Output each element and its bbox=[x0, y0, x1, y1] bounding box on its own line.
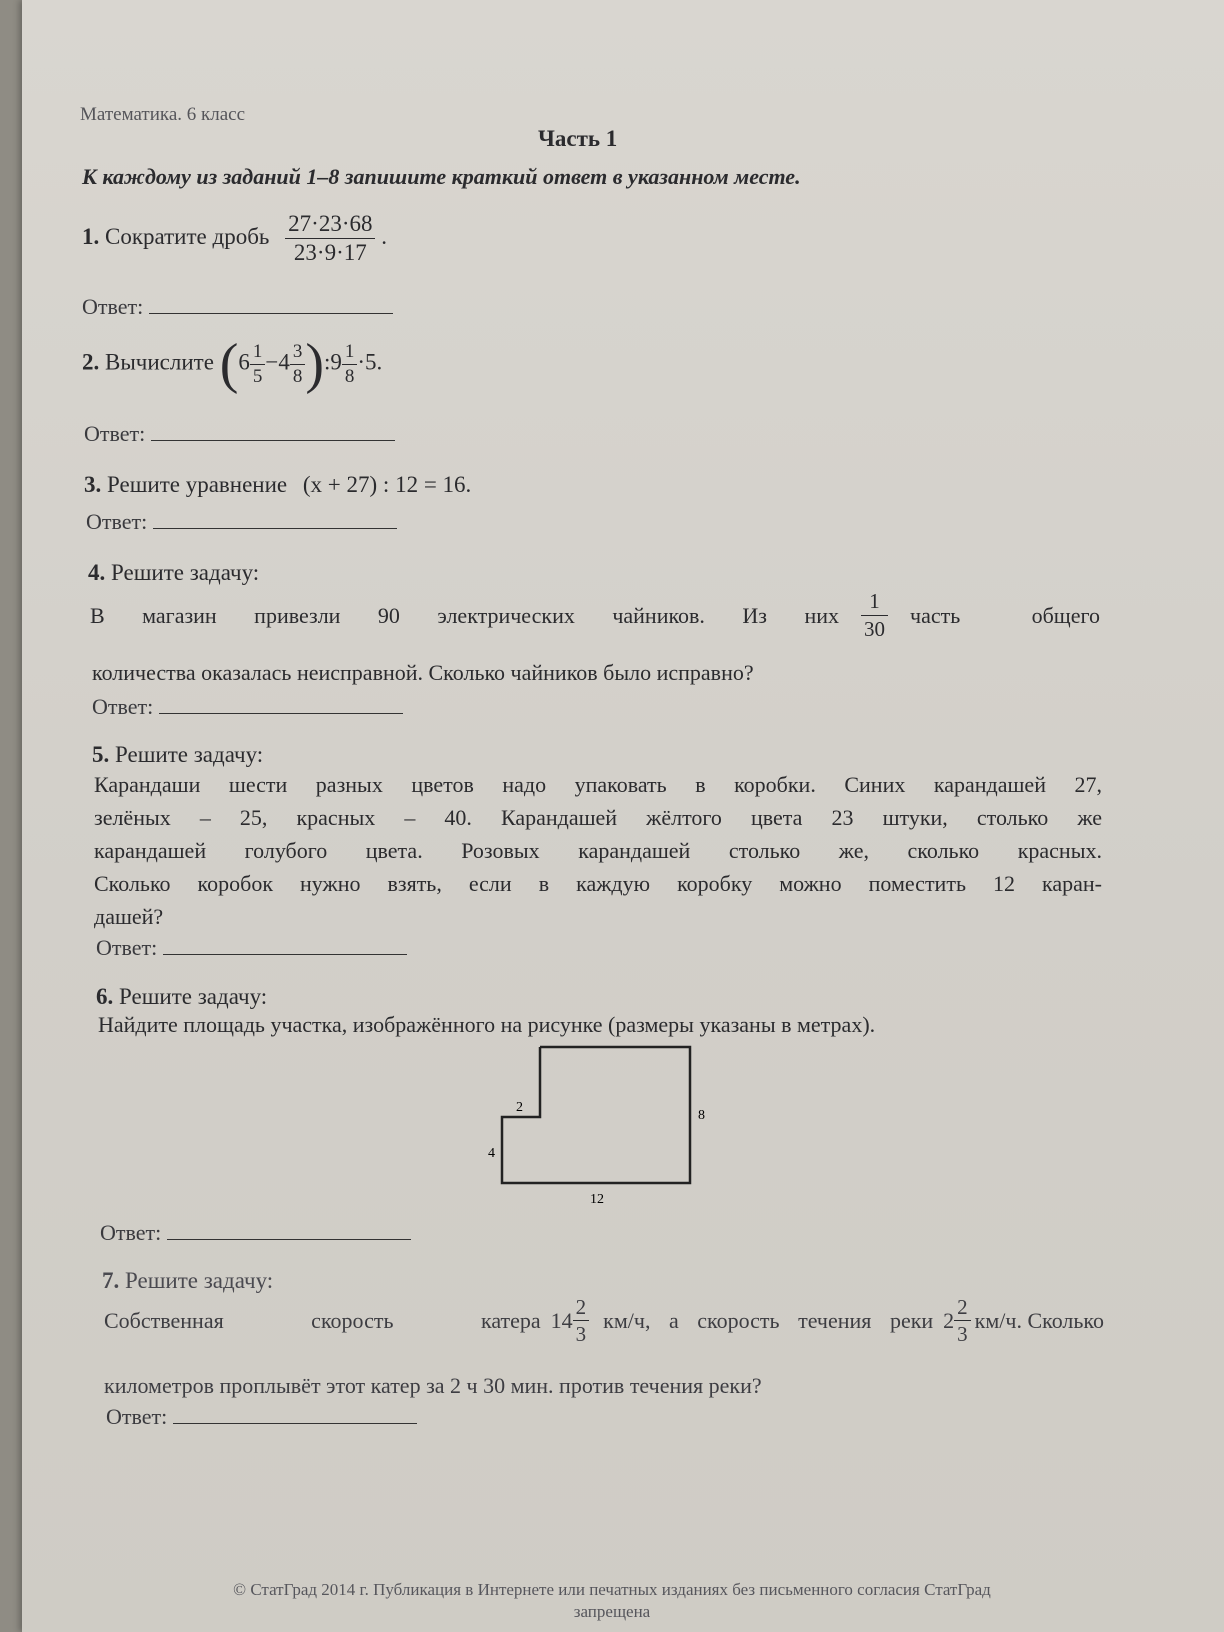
answer-label: Ответ: bbox=[84, 421, 146, 446]
task-text: часть общего bbox=[910, 602, 1100, 628]
task-number: 6. bbox=[96, 984, 114, 1009]
fraction-denominator: 30 bbox=[864, 617, 885, 642]
mixed-whole: 14 bbox=[550, 1308, 573, 1334]
task-text: Сколько коробок нужно взять, если в каждую коробку можно поместить 12 каран- bbox=[94, 871, 1102, 896]
task-text: Найдите площадь участка, изображённого на рисунке (размеры указаны в метрах). bbox=[98, 1012, 876, 1037]
answer-label: Ответ: bbox=[100, 1220, 162, 1245]
task-prompt: Решите задачу: bbox=[115, 742, 264, 767]
left-paren: ( bbox=[219, 333, 239, 395]
fraction bbox=[573, 1296, 590, 1345]
fraction-denominator: 8 bbox=[344, 365, 355, 387]
task-text: Карандаши шести разных цветов надо упаковать в коробки. Синих карандашей 27, bbox=[94, 772, 1102, 797]
fraction-numerator: 2 bbox=[573, 1296, 590, 1321]
fraction-denominator: 3 bbox=[957, 1322, 968, 1347]
expression-tail: ·5. bbox=[357, 349, 383, 375]
task-5 bbox=[92, 742, 263, 768]
instructions: К каждому из заданий 1–8 запишите краткий ответ в указанном месте. bbox=[82, 164, 801, 189]
fraction-numerator: 3 bbox=[290, 342, 306, 365]
fraction bbox=[861, 590, 888, 640]
plot-outline bbox=[502, 1047, 690, 1183]
answer-field-3[interactable] bbox=[153, 512, 397, 529]
fraction-denominator: 8 bbox=[292, 365, 303, 387]
task-6 bbox=[96, 984, 267, 1010]
task-number: 2. bbox=[82, 349, 100, 375]
mixed-whole: 2 bbox=[943, 1308, 955, 1334]
answer-label: Ответ: bbox=[82, 294, 144, 319]
answer-label: Ответ: bbox=[106, 1404, 168, 1429]
answer-7 bbox=[106, 1404, 417, 1430]
fraction-numerator: 1 bbox=[861, 590, 888, 616]
task-number: 7. bbox=[102, 1268, 120, 1293]
task-7-line-1 bbox=[104, 1296, 1104, 1345]
task-text: Собственная скорость катера bbox=[104, 1308, 541, 1334]
task-text: км/ч, а скорость течения реки bbox=[603, 1308, 934, 1334]
answer-1 bbox=[82, 294, 393, 320]
task-prompt: Сократите дробь bbox=[105, 223, 270, 249]
answer-field-4[interactable] bbox=[159, 697, 403, 714]
answer-field-1[interactable] bbox=[149, 297, 393, 314]
fraction bbox=[250, 342, 266, 387]
fraction-numerator: 27·23·68 bbox=[285, 212, 375, 239]
task-number: 3. bbox=[84, 472, 102, 497]
answer-6 bbox=[100, 1220, 411, 1246]
right-paren: ) bbox=[305, 333, 324, 395]
equation: (x + 27) : 12 = 16. bbox=[302, 472, 472, 497]
copyright-footer-line-2: запрещена bbox=[573, 1602, 651, 1621]
fraction-numerator: 2 bbox=[954, 1296, 971, 1321]
answer-label: Ответ: bbox=[86, 509, 148, 534]
answer-4 bbox=[92, 694, 403, 720]
task-prompt: Вычислите bbox=[105, 349, 214, 375]
fraction-denominator: 5 bbox=[252, 365, 263, 387]
mixed-whole: 9 bbox=[330, 349, 342, 375]
mixed-whole: 4 bbox=[278, 349, 290, 375]
task-prompt: Решите уравнение bbox=[107, 472, 288, 497]
fraction bbox=[290, 342, 306, 387]
task-text: километров проплывёт этот катер за 2 ч 30 мин. против течения реки? bbox=[104, 1373, 762, 1398]
task-prompt: Решите задачу: bbox=[111, 560, 260, 585]
task-text: км/ч. Сколько bbox=[974, 1308, 1104, 1334]
fraction bbox=[285, 212, 375, 265]
task-number: 5. bbox=[92, 742, 110, 767]
task-text: количества оказалась неисправной. Сколько чайников было исправно? bbox=[92, 660, 754, 685]
fraction-numerator: 1 bbox=[250, 342, 266, 365]
answer-3 bbox=[86, 509, 397, 535]
answer-field-6[interactable] bbox=[167, 1223, 411, 1240]
plot-figure bbox=[480, 1035, 730, 1210]
operator: : bbox=[323, 349, 331, 375]
answer-field-7[interactable] bbox=[173, 1407, 417, 1424]
label-left: 4 bbox=[488, 1146, 495, 1161]
answer-2 bbox=[84, 421, 395, 447]
task-number: 1. bbox=[82, 223, 100, 249]
copyright-footer: © СтатГрад 2014 г. Публикация в Интернете или печатных изданиях без письменного согласия СтатГрад bbox=[233, 1580, 991, 1599]
task-4 bbox=[88, 560, 259, 586]
fraction bbox=[342, 342, 358, 387]
task-text: карандашей голубого цвета. Розовых карандашей столько же, сколько красных. bbox=[94, 838, 1102, 863]
punctuation: . bbox=[381, 223, 387, 249]
task-number: 4. bbox=[88, 560, 106, 585]
answer-label: Ответ: bbox=[92, 694, 154, 719]
fraction bbox=[954, 1296, 971, 1345]
fraction-denominator: 23·9·17 bbox=[293, 240, 367, 266]
operator: − bbox=[265, 349, 279, 375]
fraction-denominator: 3 bbox=[575, 1322, 587, 1347]
task-4-line-1 bbox=[90, 590, 1100, 640]
task-7 bbox=[102, 1268, 273, 1294]
mixed-whole: 6 bbox=[238, 349, 250, 375]
answer-field-5[interactable] bbox=[163, 938, 407, 955]
task-1 bbox=[82, 212, 387, 265]
task-text: В магазин привезли 90 электрических чайников. Из них bbox=[90, 602, 839, 628]
fraction-numerator: 1 bbox=[342, 342, 358, 365]
answer-label: Ответ: bbox=[96, 935, 158, 960]
label-top-step: 2 bbox=[516, 1100, 523, 1115]
task-prompt: Решите задачу: bbox=[119, 984, 268, 1009]
label-right: 8 bbox=[698, 1108, 705, 1123]
task-text: зелёных – 25, красных – 40. Карандашей жёлтого цвета 23 штуки, столько же bbox=[94, 805, 1102, 830]
subject-header: Математика. 6 класс bbox=[80, 104, 246, 125]
answer-5 bbox=[96, 935, 407, 961]
answer-field-2[interactable] bbox=[151, 424, 395, 441]
task-3 bbox=[84, 472, 471, 498]
label-bottom: 12 bbox=[590, 1192, 604, 1207]
task-2 bbox=[82, 333, 383, 395]
task-text: дашей? bbox=[94, 904, 164, 929]
part-title: Часть 1 bbox=[538, 126, 618, 151]
task-prompt: Решите задачу: bbox=[125, 1268, 274, 1293]
